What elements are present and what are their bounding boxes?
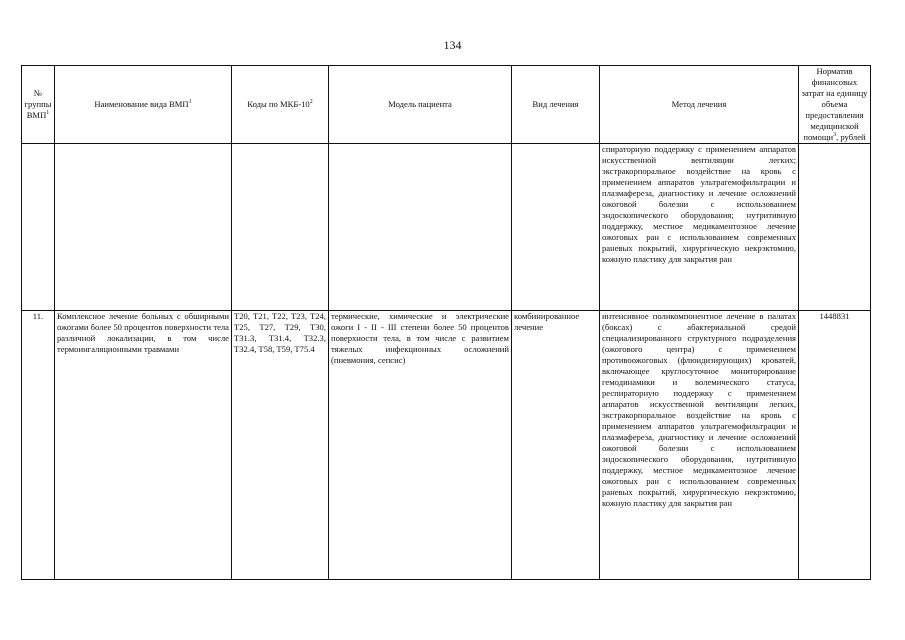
header-patient-model: Модель пациента: [329, 66, 512, 144]
cell-codes: T20, T21, T22, T23, T24, T25, T27, T29, T30, T31.3, T31.4, T32.3, T32.4, T58, T59, T75.4: [232, 311, 329, 580]
table-row-11: [22, 311, 871, 580]
cell-codes: [232, 144, 329, 311]
cell-norm: [799, 144, 871, 311]
cell-method: интенсивное поликомпонентное лечение в палатах (боксах) с абактериальной средой специализированного структурного подразделения (ожогового центра) с применением противоожоговых (флюидизирующих) кроватей, включающее круглосуточное мониторирование гемодинамики и волемического статуса, респираторную поддержку с применением аппаратов искусственной вентиляции легких, экстракорпоральное воздействие на кровь с применением аппаратов ультрагемофильтрации и плазмафереза, диагностику и лечение осложнений ожоговой болезни с использованием эндоскопического оборудования, нутритивную поддержку, местное медикаментозное лечение ожоговых ран с использованием современных раневых покрытий, хирургическую некрэктомию, кожную пластику для закрытия ран: [600, 311, 799, 580]
cell-name: [55, 144, 232, 311]
cell-method: спираторную поддержку с применением аппаратов искусственной вентиляции легких; экстракорпоральное воздействие на кровь с применением аппаратов ультрагемофильтрации и плазмафереза, диагностику и лечение осложнений ожоговой болезни с использованием эндоскопического оборудования; нутритивную поддержку, местное медикаментозное лечение ожоговых ран с использованием современных раневых покрытий, хирургическую некрэктомию, кожную пластику для закрытия ран: [600, 144, 799, 311]
cell-name: Комплексное лечение больных с обширными ожогами более 50 процентов поверхности тела различной локализации, в том числе термоингаляционными травмами: [55, 311, 232, 580]
header-norm: Норматив финансовых затрат на единицу объема предоставления медицинской помощи$^3$, рублей: [799, 66, 871, 144]
header-treatment-type: Вид лечения: [512, 66, 600, 144]
header-name: Наименование вида ВМП$^1$: [55, 66, 232, 144]
page-number: 134: [443, 38, 462, 52]
header-icd-codes: Коды по МКБ-$10^2$: [232, 66, 329, 144]
table-row-continuation: [22, 144, 871, 311]
cell-treatment: [512, 144, 600, 311]
cell-model: термические, химические и электрические ожоги I - II - III степени более 50 процентов поверхности тела, в том числе с развитием тяжелых инфекционных осложнений (пневмония, сепсис): [329, 311, 512, 580]
cell-norm: 1448831: [799, 311, 871, 580]
cell-number: 11.: [22, 311, 55, 580]
header-method: Метод лечения: [600, 66, 799, 144]
header-row: [22, 66, 871, 144]
header-group-no: № группы ВМП$^1$: [22, 66, 55, 144]
vmp-table: [21, 65, 871, 580]
cell-treatment: комбинированное лечение: [512, 311, 600, 580]
cell-model: [329, 144, 512, 311]
cell-number: [22, 144, 55, 311]
